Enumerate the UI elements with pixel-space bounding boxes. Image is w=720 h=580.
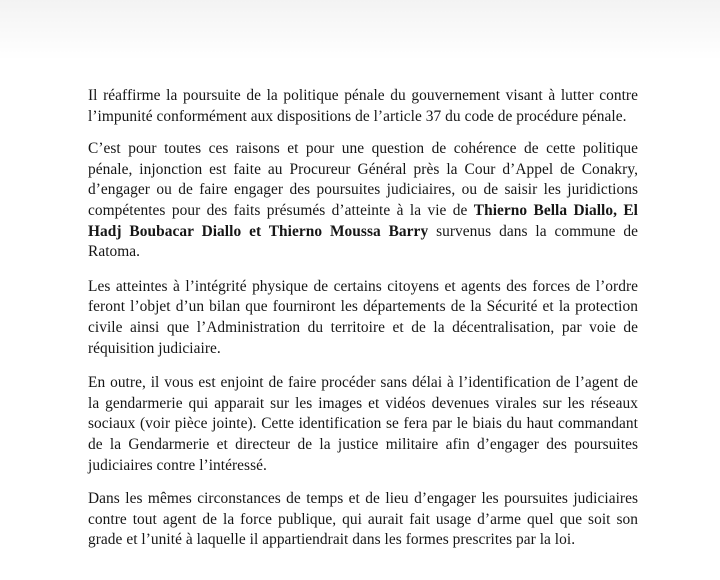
victim-names: Thierno Bella Diallo, El Hadj Boubacar Diallo et Thierno Moussa Barry — [88, 201, 639, 240]
paragraph-injunction-text: C’est pour toutes ces raisons et pour une question de cohérence de cette politique pénale, injonction est faite au Procureur Général près la Cour d’Appel de Conakry, d’engager ou de faire engager des poursuites judiciaires, ou de saisir les juridictions compétentes pour des faits présumés d’atteinte à la vie de — [88, 140, 638, 219]
paragraph-injunction — [88, 139, 638, 263]
paragraph-identification: En outre, il vous est enjoint de faire procéder sans délai à l’identification de l’agent de la gendarmerie qui apparait sur les images et vidéos devenues virales sur les réseaux sociaux (voir pièce jointe). Cette identification se fera par le biais du haut commandant de la Gendarmerie et directeur de la justice militaire afin d’engager des poursuites judiciaires contre l’intéressé. — [88, 374, 638, 474]
paragraph-injunction-location: survenus dans la commune de Ratoma. — [88, 222, 638, 261]
paragraph-penal-policy: Il réaffirme la poursuite de la politique pénale du gouvernement visant à lutter contre l’impunité conformément aux dispositions de l’article 37 du code de procédure pénale. — [88, 87, 638, 125]
document-body — [88, 86, 638, 563]
paragraph-prosecution: Dans les mêmes circonstances de temps et de lieu d’engager les poursuites judiciaires contre tout agent de la force publique, qui aurait fait usage d’arme quel que soit son grade et l’unité à laquelle il appartiendrait dans les formes prescrites par la loi. — [88, 490, 638, 549]
paragraph-assessment: Les atteintes à l’intégrité physique de certains citoyens et agents des forces de l’ordre feront l’objet d’un bilan que fourniront les départements de la Sécurité et la protection civile ainsi que l’Administration du territoire et de la décentralisation, par voie de réquisition judiciaire. — [88, 277, 638, 357]
